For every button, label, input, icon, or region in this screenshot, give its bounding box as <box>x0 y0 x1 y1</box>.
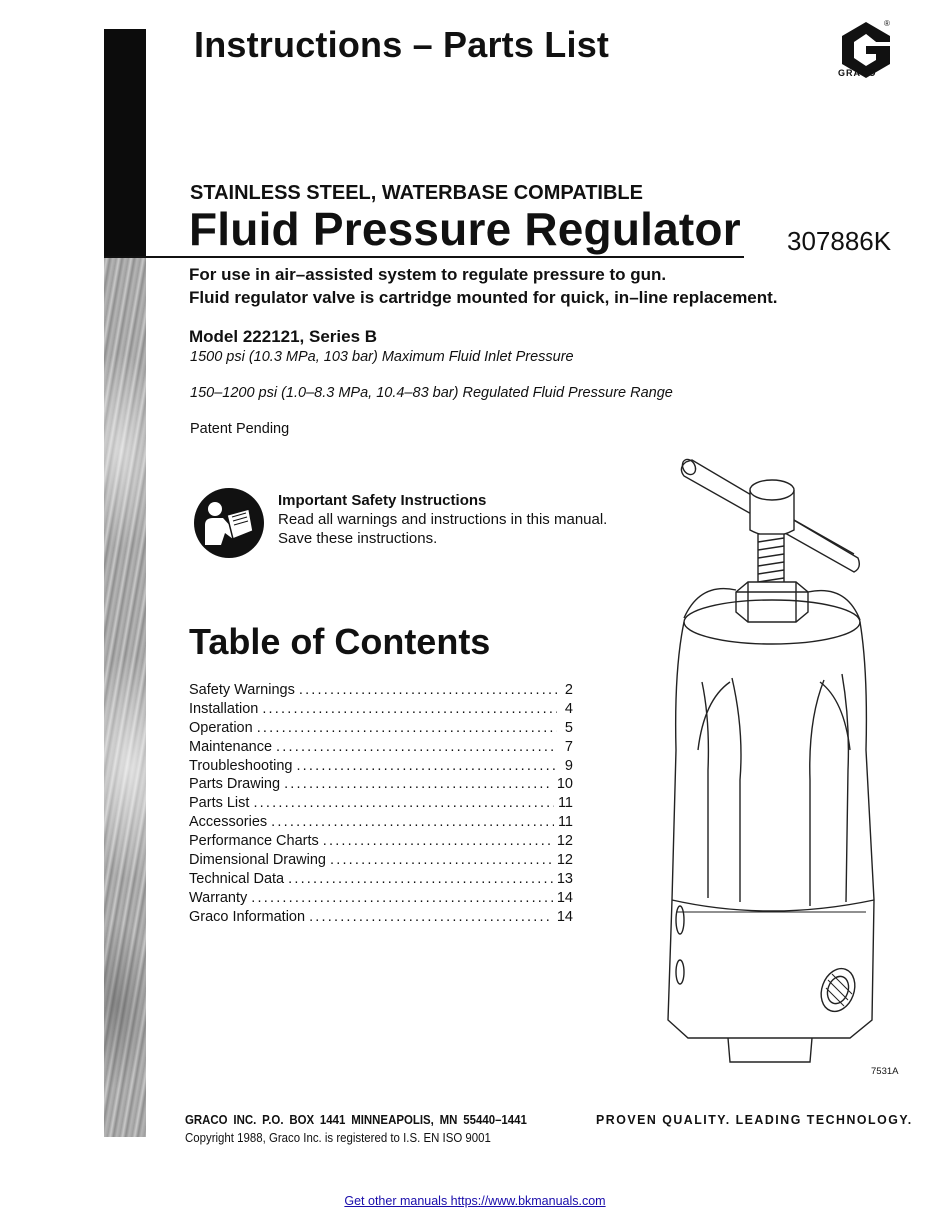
toc-entry-label: Installation <box>189 700 259 717</box>
toc-entry-page: 14 <box>556 889 573 906</box>
toc-entry-page: 11 <box>557 814 573 831</box>
toc-entry <box>189 719 573 738</box>
regulator-drawing <box>640 450 930 1070</box>
toc-entry <box>189 870 573 889</box>
toc-entry <box>189 889 573 908</box>
toc-list <box>189 681 573 927</box>
company-address: GRACO INC. P.O. BOX 1441 MINNEAPOLIS, MN 55440–1441 <box>185 1112 527 1127</box>
document-number: 307886K <box>787 226 892 256</box>
figure-number: 7531A <box>871 1066 899 1077</box>
toc-entry-label: Maintenance <box>189 738 273 755</box>
toc-entry-page: 12 <box>556 833 573 850</box>
toc-entry-label: Troubleshooting <box>189 757 293 774</box>
toc-entry <box>189 851 573 870</box>
company-tagline: PROVEN QUALITY. LEADING TECHNOLOGY. <box>596 1112 913 1127</box>
toc-leader-dots <box>271 813 554 832</box>
intro-line-1: For use in air–assisted system to regulate pressure to gun. <box>189 265 667 284</box>
toc-entry-label: Parts List <box>189 795 250 812</box>
toc-entry-label: Parts Drawing <box>189 776 281 793</box>
model-name: Model 222121, Series B <box>189 327 378 346</box>
toc-leader-dots <box>284 775 553 794</box>
toc-title: Table of Contents <box>189 621 491 662</box>
read-manual-icon <box>193 487 265 559</box>
toc-leader-dots <box>257 719 557 738</box>
side-bar-black <box>104 29 146 257</box>
toc-entry-page: 4 <box>564 700 573 717</box>
toc-entry-page: 14 <box>556 908 573 925</box>
toc-entry <box>189 794 573 813</box>
toc-entry <box>189 700 573 719</box>
toc-entry <box>189 775 573 794</box>
safety-line-2: Save these instructions. <box>278 530 438 547</box>
spec-pressure-range: 150–1200 psi (1.0–8.3 MPa, 10.4–83 bar) Regulated Fluid Pressure Range <box>190 385 673 401</box>
toc-entry-label: Safety Warnings <box>189 682 295 698</box>
toc-leader-dots <box>253 794 554 813</box>
toc-entry-page: 10 <box>556 776 573 793</box>
toc-leader-dots <box>262 700 557 719</box>
toc-entry-page: 5 <box>564 719 573 736</box>
toc-leader-dots <box>299 681 557 700</box>
intro-line-2: Fluid regulator valve is cartridge mounted for quick, in–line replacement. <box>189 288 778 307</box>
toc-entry-label: Dimensional Drawing <box>189 852 326 869</box>
toc-entry <box>189 832 573 851</box>
toc-entry-label: Operation <box>189 719 253 736</box>
toc-entry <box>189 908 573 927</box>
toc-leader-dots <box>288 870 553 889</box>
toc-entry-page: 12 <box>556 852 573 869</box>
toc-entry <box>189 681 573 700</box>
spec-max-pressure: 1500 psi (10.3 MPa, 103 bar) Maximum Fluid Inlet Pressure <box>190 349 574 365</box>
title-divider <box>104 256 744 258</box>
side-bar-metal-texture <box>104 257 146 1137</box>
toc-leader-dots <box>276 738 557 757</box>
safety-heading: Important Safety Instructions <box>278 492 487 509</box>
manuals-link[interactable]: Get other manuals https://www.bkmanuals.com <box>344 1194 606 1208</box>
toc-leader-dots <box>309 908 553 927</box>
toc-leader-dots <box>251 889 553 908</box>
toc-entry-page: 9 <box>564 757 573 774</box>
toc-entry-label: Technical Data <box>189 870 285 887</box>
logo-text: GRACO <box>838 68 877 78</box>
toc-leader-dots <box>296 757 557 776</box>
copyright-notice: Copyright 1988, Graco Inc. is registered to I.S. EN ISO 9001 <box>185 1130 491 1145</box>
patent-note: Patent Pending <box>190 421 290 437</box>
product-title: Fluid Pressure Regulator <box>189 203 741 255</box>
toc-entry <box>189 757 573 776</box>
page-header-title: Instructions – Parts List <box>194 24 610 65</box>
toc-entry-page: 13 <box>556 870 573 887</box>
toc-leader-dots <box>330 851 553 870</box>
toc-entry-page: 7 <box>564 738 573 755</box>
toc-entry <box>189 738 573 757</box>
toc-leader-dots <box>323 832 553 851</box>
toc-entry-page: 2 <box>564 682 573 698</box>
toc-entry-label: Graco Information <box>189 908 306 925</box>
toc-entry-page: 11 <box>557 795 573 812</box>
toc-entry-label: Accessories <box>189 814 268 831</box>
toc-entry-label: Performance Charts <box>189 833 319 850</box>
product-subtitle: STAINLESS STEEL, WATERBASE COMPATIBLE <box>190 182 643 204</box>
safety-line-1: Read all warnings and instructions in this manual. <box>278 511 608 528</box>
toc-entry-label: Warranty <box>189 889 248 906</box>
toc-entry <box>189 813 573 832</box>
registered-mark: ® <box>884 19 890 28</box>
